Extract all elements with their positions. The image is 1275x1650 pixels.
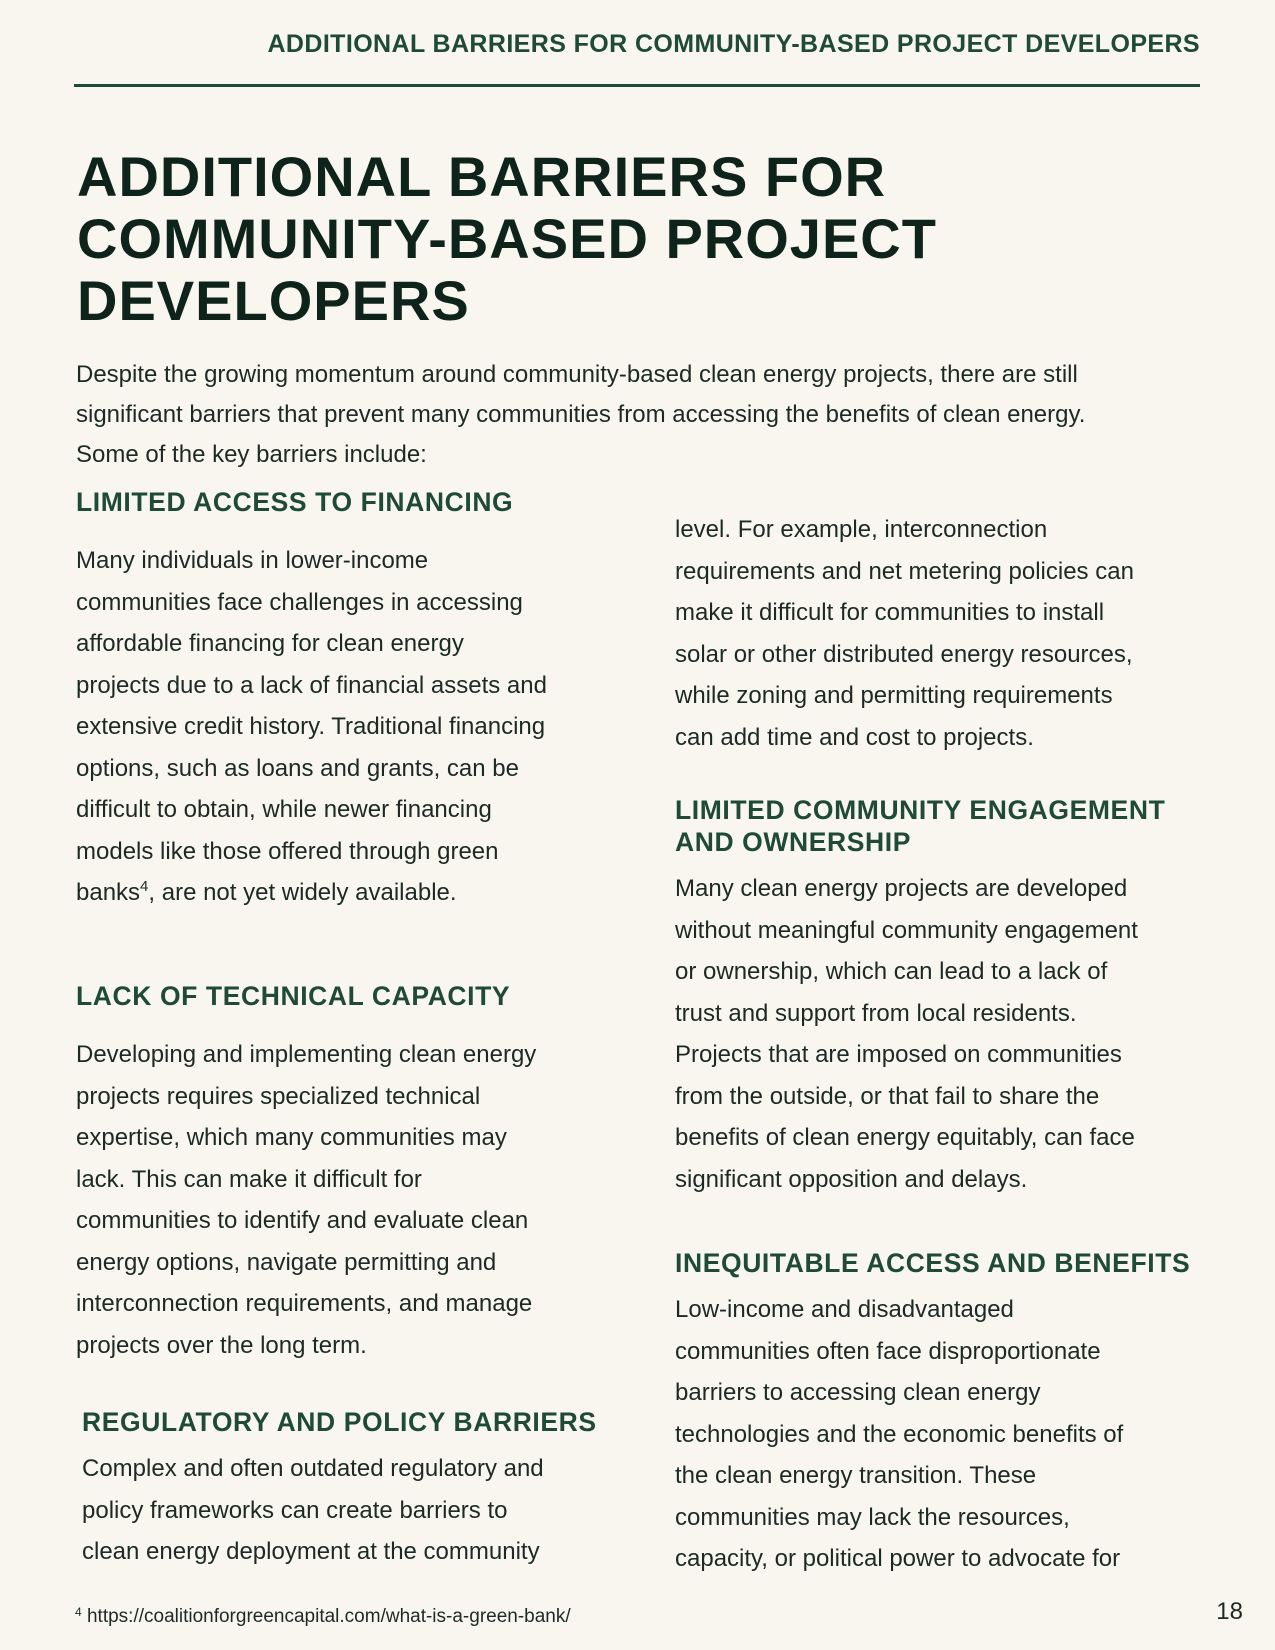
section-body-technical [76, 1034, 606, 1366]
body-line: Complex and often outdated regulatory and [82, 1455, 544, 1482]
body-line: clean energy deployment at the community [82, 1538, 540, 1565]
body-line: Many individuals in lower-income [76, 547, 429, 574]
header-rule [74, 84, 1200, 87]
body-line: significant opposition and delays. [675, 1165, 1028, 1193]
body-line: Developing and implementing clean energy [76, 1041, 537, 1068]
section-body-regulatory [82, 1448, 612, 1573]
footnote-link[interactable]: https://coalitionforgreencapital.com/what-is-a-green-bank/ [86, 1606, 571, 1627]
body-line: or ownership, which can lead to a lack of [675, 958, 1108, 985]
intro-line: Some of the key barriers include: [76, 441, 427, 468]
page-title-line: DEVELOPERS [77, 269, 470, 332]
page-title-line: ADDITIONAL BARRIERS FOR [77, 145, 887, 208]
body-line: level. For example, interconnection [675, 516, 1048, 543]
body-line: communities may lack the resources, [675, 1503, 1070, 1531]
body-line: make it difficult for communities to install [675, 599, 1105, 626]
body-line: Many clean energy projects are developed [675, 875, 1128, 902]
body-line: trust and support from local residents. [675, 999, 1077, 1027]
body-line: options, such as loans and grants, can be [76, 754, 519, 782]
section-engagement [675, 794, 1215, 1200]
body-line: , are not yet widely available. [148, 879, 457, 906]
body-line: the clean energy transition. These [675, 1462, 1037, 1489]
body-line: communities face challenges in accessing [76, 588, 523, 616]
body-line: interconnection requirements, and manage [76, 1290, 533, 1317]
body-line: banks [76, 879, 141, 906]
section-body-regulatory-continued [675, 509, 1215, 758]
section-body-financing [76, 540, 606, 914]
body-line: expertise, which many communities may [76, 1124, 507, 1151]
heading-line: AND OWNERSHIP [675, 827, 912, 857]
heading-line: LIMITED COMMUNITY ENGAGEMENT [675, 795, 1166, 825]
body-line: difficult to obtain, while newer financing [76, 796, 492, 823]
body-line: projects due to a lack of financial assets and [76, 671, 547, 699]
body-line: can add time and cost to projects. [675, 723, 1034, 751]
footnote-reference[interactable]: 4 [140, 878, 149, 895]
body-line: models like those offered through green [76, 837, 499, 865]
body-line: projects over the long term. [76, 1331, 367, 1359]
footnote [75, 1606, 571, 1628]
section-heading-technical: LACK OF TECHNICAL CAPACITY [76, 981, 511, 1011]
intro-paragraph [76, 355, 1206, 475]
section-heading-inequitable: INEQUITABLE ACCESS AND BENEFITS [675, 1248, 1191, 1278]
section-heading-regulatory: REGULATORY AND POLICY BARRIERS [82, 1407, 597, 1437]
section-regulatory-continued [675, 509, 1215, 758]
running-header: ADDITIONAL BARRIERS FOR COMMUNITY-BASED PROJECT DEVELOPERS [267, 30, 1200, 58]
body-line: Projects that are imposed on communities [675, 1041, 1122, 1068]
body-line: solar or other distributed energy resources, [675, 640, 1133, 668]
body-line: energy options, navigate permitting and [76, 1248, 497, 1276]
intro-line: Despite the growing momentum around community-based clean energy projects, there are still [76, 361, 1078, 388]
intro-line: significant barriers that prevent many communities from accessing the benefits of clean energy. [76, 401, 1086, 428]
section-heading-financing: LIMITED ACCESS TO FINANCING [76, 487, 514, 517]
body-line: without meaningful community engagement [675, 916, 1138, 944]
body-line: while zoning and permitting requirements [675, 682, 1113, 709]
body-line: communities often face disproportionate [675, 1337, 1101, 1365]
section-body-inequitable [675, 1289, 1215, 1580]
body-line: barriers to accessing clean energy [675, 1379, 1041, 1406]
body-line: from the outside, or that fail to share the [675, 1082, 1100, 1110]
footnote-marker: 4 [75, 1605, 82, 1619]
page-number: 18 [1216, 1598, 1243, 1625]
body-line: affordable financing for clean energy [76, 630, 464, 657]
body-line: communities to identify and evaluate clean [76, 1207, 529, 1234]
page-title [77, 146, 1127, 332]
section-financing [76, 486, 606, 914]
body-line: Low-income and disadvantaged [675, 1296, 1014, 1323]
body-line: projects requires specialized technical [76, 1082, 481, 1110]
section-technical [76, 980, 606, 1366]
body-line: extensive credit history. Traditional financing [76, 713, 546, 740]
section-body-engagement [675, 868, 1215, 1200]
body-line: capacity, or political power to advocate for [675, 1545, 1121, 1572]
page-title-line: COMMUNITY-BASED PROJECT [77, 207, 937, 270]
body-line: policy frameworks can create barriers to [82, 1496, 508, 1524]
body-line: technologies and the economic benefits of [675, 1420, 1124, 1448]
body-line: requirements and net metering policies can [675, 557, 1134, 585]
body-line: lack. This can make it difficult for [76, 1165, 422, 1193]
section-heading-engagement [675, 794, 1215, 858]
section-regulatory [82, 1406, 612, 1573]
body-line: benefits of clean energy equitably, can face [675, 1124, 1135, 1151]
section-inequitable [675, 1247, 1215, 1580]
